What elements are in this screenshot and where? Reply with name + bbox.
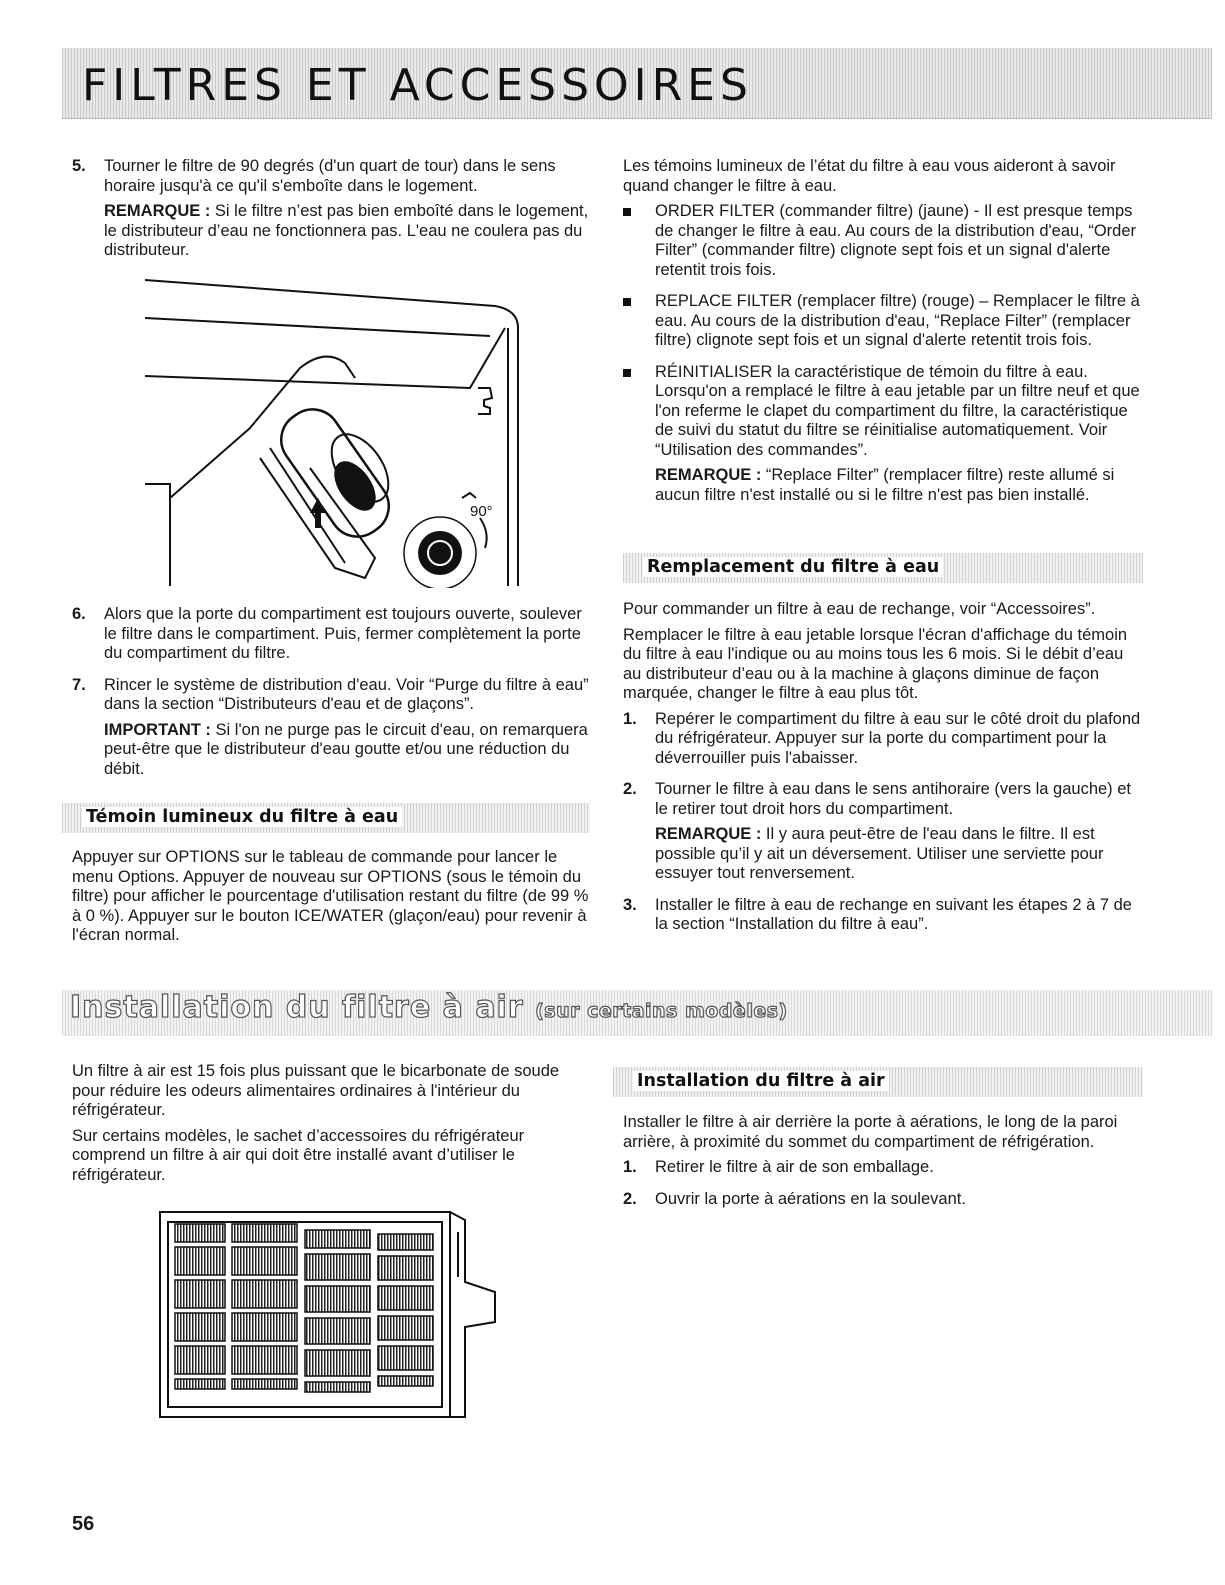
right-column-top <box>623 157 1143 517</box>
step-number: 3. <box>623 895 637 914</box>
step-5 <box>72 157 590 267</box>
angle-label: 90° <box>470 503 493 520</box>
bullet-marker <box>623 208 631 216</box>
air-filter-intro <box>72 1062 590 1191</box>
paragraph: Pour commander un filtre à eau de rechange, voir “Accessoires”. <box>623 600 1096 618</box>
step-text: Rincer le système de distribution d'eau. Voir “Purge du filtre à eau” dans la section “Distributeurs d'eau et de glaçons”. <box>104 675 589 713</box>
important-note <box>104 721 590 780</box>
temoin-text: Appuyer sur OPTIONS sur le tableau de commande pour lancer le menu Options. Appuyer de nouveau sur OPTIONS (sous le témoin du filtre) pour afficher le pourcentage d'utilisation restant du filtre (de 99 % à 0 %). Appuyer sur le bouton ICE/WATER (glaçon/eau) pour revenir à l'écran normal. <box>72 848 589 944</box>
remplacement-body <box>623 600 1143 947</box>
air-step-1 <box>623 1158 1143 1184</box>
bullet-replace-filter <box>623 292 1143 357</box>
step-number: 1. <box>623 1158 637 1176</box>
step-text: Retirer le filtre à air de son emballage. <box>655 1158 934 1176</box>
step-number: 6. <box>72 605 86 623</box>
paragraph: Installer le filtre à air derrière la porte à aérations, le long de la paroi arrière, à proximité du sommet du compartiment de réfrigération. <box>623 1113 1118 1151</box>
important-text: Si l'on ne purge pas le circuit d'eau, on remarquera peut-être que le distributeur d'eau goutte et/ou une réduction du débit. <box>104 720 588 778</box>
bullet-reset <box>623 363 1143 512</box>
step-number: 7. <box>72 675 86 694</box>
bullet-order-filter <box>623 202 1143 286</box>
bullet-text: ORDER FILTER (commander filtre) (jaune) - Il est presque temps de changer le filtre à eau. Au cours de la distribution d'eau, “Order Filter” (commander filtre) clignote sept fois et un signal d'alerte retentit trois fois. <box>655 202 1137 279</box>
left-column-steps <box>72 605 590 791</box>
paragraph: Remplacer le filtre à eau jetable lorsque l'écran d'affichage du témoin du filtre à eau l'indique ou au moins tous les 6 mois. Si le débit d’eau au distributeur d’eau ou à la machine à glaçons diminue de façon marquée, changer le filtre à eau plus tôt. <box>623 625 1128 702</box>
step-number: 2. <box>623 1189 637 1208</box>
step-text: Installer le filtre à eau de rechange en suivant les étapes 2 à 7 de la section “Installation du filtre à eau”. <box>655 895 1132 933</box>
step-7 <box>72 676 590 786</box>
temoin-heading: Témoin lumineux du filtre à eau <box>82 807 402 827</box>
page-title: FILTRES ET ACCESSOIRES <box>82 60 753 111</box>
air-filter-section-heading <box>62 990 1212 1036</box>
important-label: IMPORTANT : <box>104 720 211 739</box>
paragraph: Un filtre à air est 15 fois plus puissant que le bicarbonate de soude pour réduire les odeurs alimentaires ordinaires à l'intérieur du réfrigérateur. <box>72 1062 560 1119</box>
page-number: 56 <box>72 1513 95 1535</box>
air-install-heading-bar <box>613 1067 1143 1097</box>
note-text: “Replace Filter” (remplacer filtre) reste allumé si aucun filtre n'est installé ou si le filtre n'est pas bien installé. <box>655 466 1115 504</box>
note-text: Il y aura peut-être de l'eau dans le filtre. Il est possible qu’il y ait un déversement. Utiliser une serviette pour essuyer tout renversement. <box>655 825 1104 882</box>
note-label: REMARQUE : <box>655 825 762 843</box>
water-filter-install-figure <box>140 268 530 588</box>
remplacement-heading: Remplacement du filtre à eau <box>643 557 943 577</box>
air-install-heading: Installation du filtre à air <box>633 1071 889 1091</box>
replace-step-2 <box>623 780 1143 890</box>
note <box>104 202 590 261</box>
step-number: 5. <box>72 157 86 175</box>
page-header-banner <box>62 48 1212 119</box>
temoin-body <box>72 848 590 952</box>
note-label: REMARQUE : <box>655 466 762 484</box>
remplacement-heading-bar <box>623 553 1143 583</box>
section-subtitle: (sur certains modèles) <box>535 1000 788 1022</box>
step-6 <box>72 605 590 670</box>
air-step-2 <box>623 1190 1143 1216</box>
step-text: Tourner le filtre à eau dans le sens antihoraire (vers la gauche) et le retirer tout droit hors du compartiment. <box>655 780 1132 818</box>
left-column-top <box>72 157 590 273</box>
temoin-heading-bar <box>62 803 590 833</box>
step-text: Ouvrir la porte à aérations en la soulevant. <box>655 1189 966 1208</box>
bullet-marker <box>623 369 631 377</box>
paragraph: Sur certains modèles, le sachet d’accessoires du réfrigérateur comprend un filtre à air qui doit être installé avant d’utiliser le réfrigérateur. <box>72 1126 525 1184</box>
bullet-text: REPLACE FILTER (remplacer filtre) (rouge) – Remplacer le filtre à eau. Au cours de la distribution d'eau, “Replace Filter” (remplacer filtre) clignote sept fois et un signal d'alerte retentit trois fois. <box>655 292 1140 349</box>
step-text: Tourner le filtre de 90 degrés (d'un quart de tour) dans le sens horaire jusqu'à ce qu'il s'emboîte dans le logement. <box>104 157 556 195</box>
note-text: Si le filtre n’est pas bien emboîté dans le logement, le distributeur d’eau ne fonctionnera pas. L'eau ne coulera pas du distributeur. <box>104 202 589 259</box>
replace-step-3 <box>623 896 1143 941</box>
note-label: REMARQUE : <box>104 202 211 220</box>
step-text: Repérer le compartiment du filtre à eau sur le côté droit du plafond du réfrigérateur. Appuyer sur la porte du compartiment pour la déverrouiller puis l'abaisser. <box>655 709 1141 767</box>
step-number: 1. <box>623 709 637 728</box>
air-filter-figure <box>150 1202 500 1427</box>
note <box>655 825 1143 884</box>
step-text: Alors que la porte du compartiment est toujours ouverte, soulever le filtre dans le compartiment. Puis, fermer complètement la porte du compartiment du filtre. <box>104 605 582 662</box>
replace-step-1 <box>623 710 1143 775</box>
note <box>655 466 1143 505</box>
intro-text: Les témoins lumineux de l’état du filtre à eau vous aideront à savoir quand changer le filtre à eau. <box>623 157 1116 195</box>
bullet-marker <box>623 298 631 306</box>
step-number: 2. <box>623 780 637 798</box>
bullet-text: RÉINITIALISER la caractéristique de témoin du filtre à eau. Lorsqu'on a remplacé le filtre à eau jetable par un filtre neuf et que l'on referme le clapet du compartiment du filtre, la caractéristique de suivi du statut du filtre se réinitialise automatiquement. Voir “Utilisation des commandes”. <box>655 362 1140 459</box>
section-title: Installation du filtre à air <box>70 990 524 1025</box>
air-install-body <box>623 1113 1143 1221</box>
